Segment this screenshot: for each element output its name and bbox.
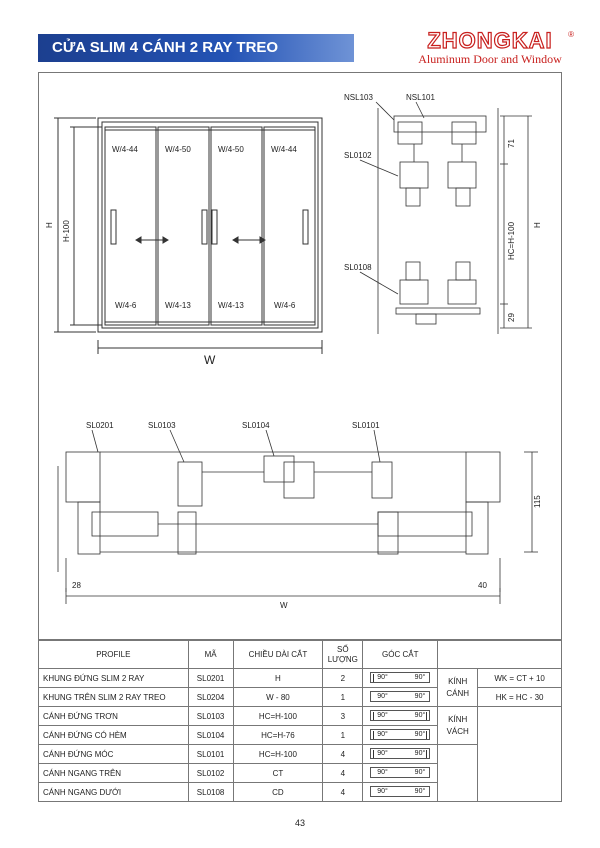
dim-label: 115 — [533, 495, 542, 508]
panel-bottom-label: W/4-13 — [165, 301, 191, 310]
length-cell: W - 80 — [233, 688, 323, 707]
profile-code: SL0103 — [148, 421, 176, 430]
code-cell: SL0201 — [188, 669, 233, 688]
length-cell: HC=H-76 — [233, 726, 323, 745]
qty-cell: 1 — [323, 726, 363, 745]
dim-label: 71 — [507, 139, 516, 148]
length-cell: CD — [233, 783, 323, 802]
profile-cell: CÁNH NGANG TRÊN — [39, 764, 189, 783]
page-title: CỬA SLIM 4 CÁNH 2 RAY TREO — [38, 34, 354, 62]
brand-name: ZHONGKAI — [427, 28, 553, 53]
panel-top-label: W/4-44 — [112, 145, 138, 154]
dim-height-inner: H-100 — [62, 220, 71, 242]
profile-cell: CÁNH ĐỨNG TRƠN — [39, 707, 189, 726]
table-row — [39, 688, 562, 707]
table-row — [39, 669, 562, 688]
column-header: SỐ LƯỢNG — [323, 641, 363, 669]
profile-code: SL0101 — [352, 421, 380, 430]
profile-cell: CÁNH ĐỨNG MÓC — [39, 745, 189, 764]
column-header: MÃ — [188, 641, 233, 669]
profile-code: SL0102 — [344, 151, 372, 160]
vertical-section — [360, 102, 532, 334]
brand-logo — [410, 28, 574, 66]
brand-registered-mark: ® — [568, 30, 574, 39]
qty-cell: 1 — [323, 688, 363, 707]
dim-height-outer: H — [45, 222, 54, 228]
page-number: 43 — [294, 818, 305, 828]
code-cell: SL0108 — [188, 783, 233, 802]
glass-label: KÍNH — [448, 676, 468, 686]
handle — [212, 210, 217, 244]
profile-cell: KHUNG ĐỨNG SLIM 2 RAY — [39, 669, 189, 688]
qty-cell: 3 — [323, 707, 363, 726]
cut-angle: 90° 90° — [370, 786, 430, 797]
profile-cell: KHUNG TRÊN SLIM 2 RAY TREO — [39, 688, 189, 707]
glass-label: KÍNH — [448, 714, 468, 724]
dim-label: H — [533, 222, 542, 228]
length-cell: H — [233, 669, 323, 688]
profile-code: SL0104 — [242, 421, 270, 430]
length-cell: HC=H-100 — [233, 707, 323, 726]
profile-code: SL0201 — [86, 421, 114, 430]
profile-code: NSL101 — [406, 93, 435, 102]
panel-top-label: W/4-50 — [218, 145, 244, 154]
handle — [202, 210, 207, 244]
brand-subtitle: Aluminum Door and Window — [418, 52, 562, 66]
formula-cell: HK = HC - 30 — [478, 688, 562, 707]
panel-bottom-label: W/4-6 — [274, 301, 296, 310]
table-row — [39, 707, 562, 726]
dim-label: 29 — [507, 313, 516, 322]
profile-code: SL0108 — [344, 263, 372, 272]
handle — [111, 210, 116, 244]
profile-code: NSL103 — [344, 93, 373, 102]
cutting-spec-table — [38, 640, 562, 802]
panel-top-label: W/4-44 — [271, 145, 297, 154]
code-cell: SL0103 — [188, 707, 233, 726]
length-cell: HC=H-100 — [233, 745, 323, 764]
horizontal-section — [58, 430, 538, 604]
profile-cell: CÁNH ĐỨNG CÓ HÈM — [39, 726, 189, 745]
column-header: GÓC CẮT — [363, 641, 438, 669]
panel-bottom-label: W/4-13 — [218, 301, 244, 310]
cut-angle: 90° 90° — [370, 748, 430, 759]
column-header: CHIỀU DÀI CẮT — [233, 641, 323, 669]
qty-cell: 4 — [323, 783, 363, 802]
code-cell: SL0204 — [188, 688, 233, 707]
cut-angle: 90° 90° — [370, 672, 430, 683]
qty-cell: 2 — [323, 669, 363, 688]
panel-top-label: W/4-50 — [165, 145, 191, 154]
handle — [303, 210, 308, 244]
sash-panel — [264, 127, 315, 325]
dim-label: 40 — [478, 581, 487, 590]
cut-angle: 90° 90° — [370, 767, 430, 778]
glass-label: VÁCH — [446, 726, 469, 736]
panel-bottom-label: W/4-6 — [115, 301, 137, 310]
cut-angle: 90° 90° — [370, 691, 430, 702]
formula-cell: WK = CT + 10 — [478, 669, 562, 688]
dim-label: HC=H-100 — [507, 221, 516, 260]
dim-width: W — [204, 353, 216, 367]
qty-cell: 4 — [323, 745, 363, 764]
sash-panel — [211, 127, 262, 325]
dim-label: W — [280, 601, 288, 610]
profile-cell: CÁNH NGANG DƯỚI — [39, 783, 189, 802]
glass-label: CÁNH — [446, 688, 470, 698]
column-header: PROFILE — [39, 641, 189, 669]
sash-panel — [105, 127, 156, 325]
cut-angle: 90° 90° — [370, 710, 430, 721]
code-cell: SL0101 — [188, 745, 233, 764]
code-cell: SL0102 — [188, 764, 233, 783]
cut-angle: 90° 90° — [370, 729, 430, 740]
code-cell: SL0104 — [188, 726, 233, 745]
sash-panel — [158, 127, 209, 325]
length-cell: CT — [233, 764, 323, 783]
technical-drawing — [38, 72, 562, 640]
qty-cell: 4 — [323, 764, 363, 783]
dim-label: 28 — [72, 581, 81, 590]
